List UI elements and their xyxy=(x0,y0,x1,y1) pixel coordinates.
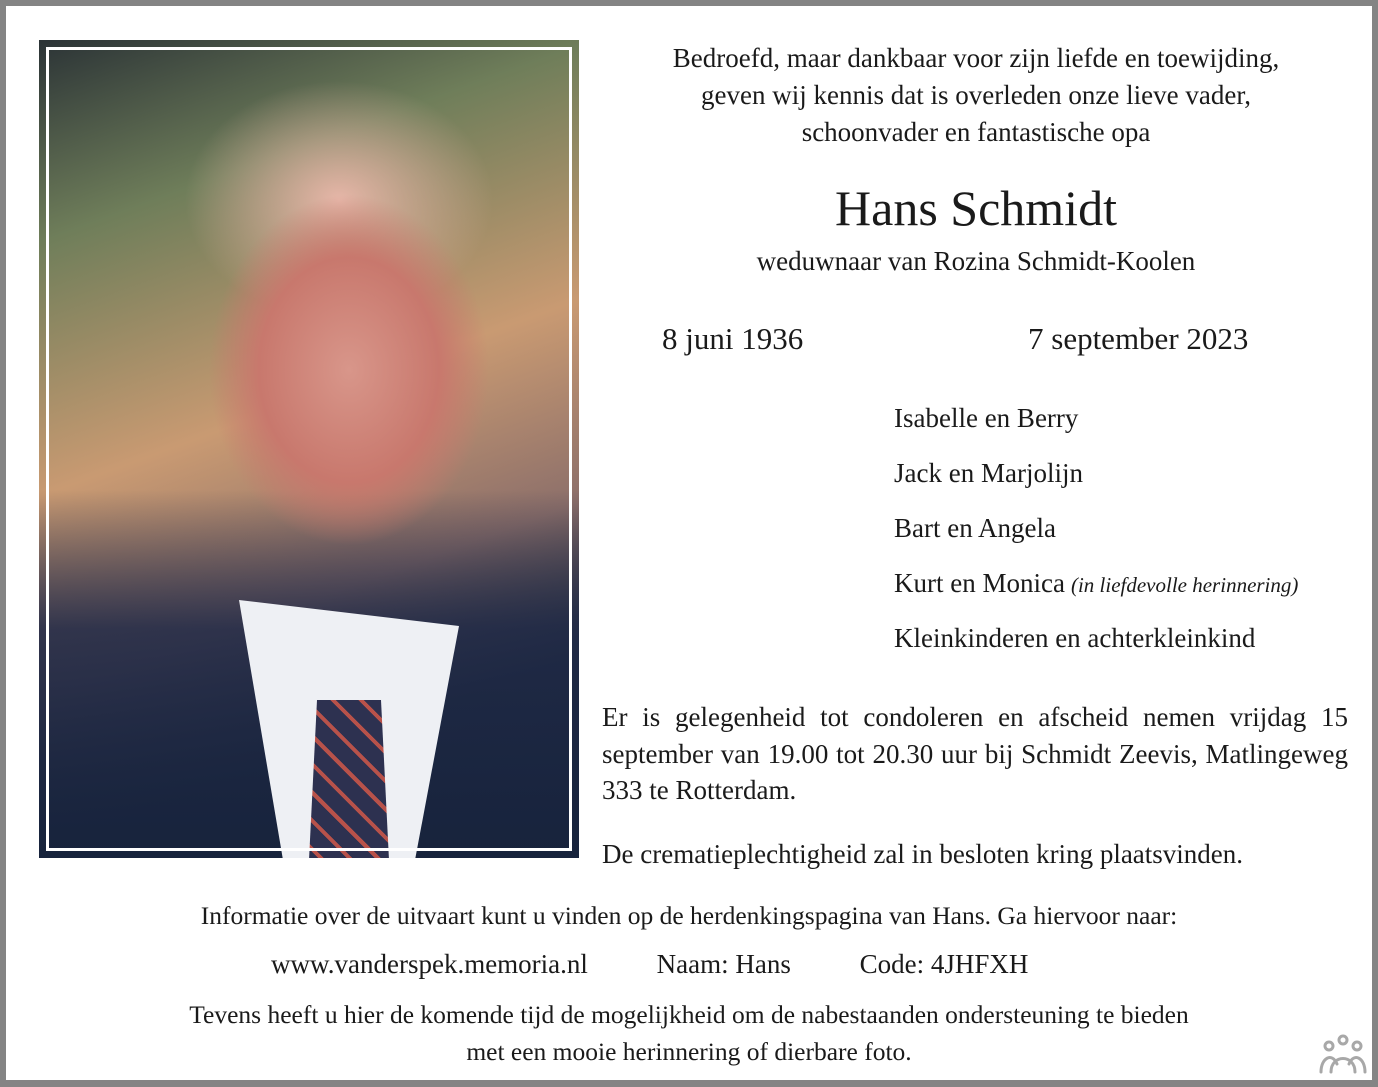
intro-text xyxy=(602,40,1350,151)
family-label: Bart en Angela xyxy=(894,513,1056,543)
intro-line: geven wij kennis dat is overleden onze lieve vader, xyxy=(701,80,1251,110)
family-label: Kleinkinderen en achterkleinkind xyxy=(894,623,1256,653)
memorial-url-link[interactable]: www.vanderspek.memoria.nl xyxy=(271,949,588,979)
intro-line: schoonvader en fantastische opa xyxy=(801,117,1151,147)
family-item xyxy=(894,620,1298,675)
memorial-code-label: Code: 4JHFXH xyxy=(859,949,1029,979)
family-item xyxy=(894,455,1298,510)
family-label: Jack en Marjolijn xyxy=(894,458,1083,488)
closing-text xyxy=(6,996,1372,1070)
family-item xyxy=(894,400,1298,455)
condolence-info: Er is gelegenheid tot condoleren en afscheid nemen vrijdag 15 september van 19.00 tot 20.30 uur bij Schmidt Zeevis, Matlingeweg 333 te Rotterdam. xyxy=(602,702,1348,805)
family-note: (in liefdevolle herinnering) xyxy=(1070,573,1299,597)
memorial-info-text: Informatie over de uitvaart kunt u vinden op de herdenkingspagina van Hans. Ga hiervoor naar: xyxy=(200,901,1178,930)
date-of-birth: 8 juni 1936 xyxy=(662,321,804,356)
family-label: Kurt en Monica xyxy=(894,568,1065,598)
family-item xyxy=(894,510,1298,565)
family-list xyxy=(894,400,1298,675)
date-of-death: 7 september 2023 xyxy=(1028,321,1249,356)
family-item xyxy=(894,565,1298,620)
photo-inner-border xyxy=(46,47,572,851)
closing-line: Tevens heeft u hier de komende tijd de mogelijkheid om de nabestaanden ondersteuning te bieden xyxy=(189,1000,1189,1029)
cremation-info: De crematieplechtigheid zal in besloten kring plaatsvinden. xyxy=(602,839,1244,869)
intro-line: Bedroefd, maar dankbaar voor zijn liefde en toewijding, xyxy=(672,43,1280,73)
obituary-card xyxy=(6,6,1372,1080)
people-group-icon xyxy=(1318,1034,1368,1074)
closing-line: met een mooie herinnering of dierbare foto. xyxy=(466,1037,912,1066)
memorial-access-details xyxy=(271,946,1028,982)
family-label: Isabelle en Berry xyxy=(894,403,1079,433)
memorial-name-label: Naam: Hans xyxy=(656,949,791,979)
portrait-photo xyxy=(39,40,579,858)
deceased-name: Hans Schmidt xyxy=(835,180,1117,236)
spouse-subtitle: weduwnaar van Rozina Schmidt-Koolen xyxy=(756,246,1196,276)
